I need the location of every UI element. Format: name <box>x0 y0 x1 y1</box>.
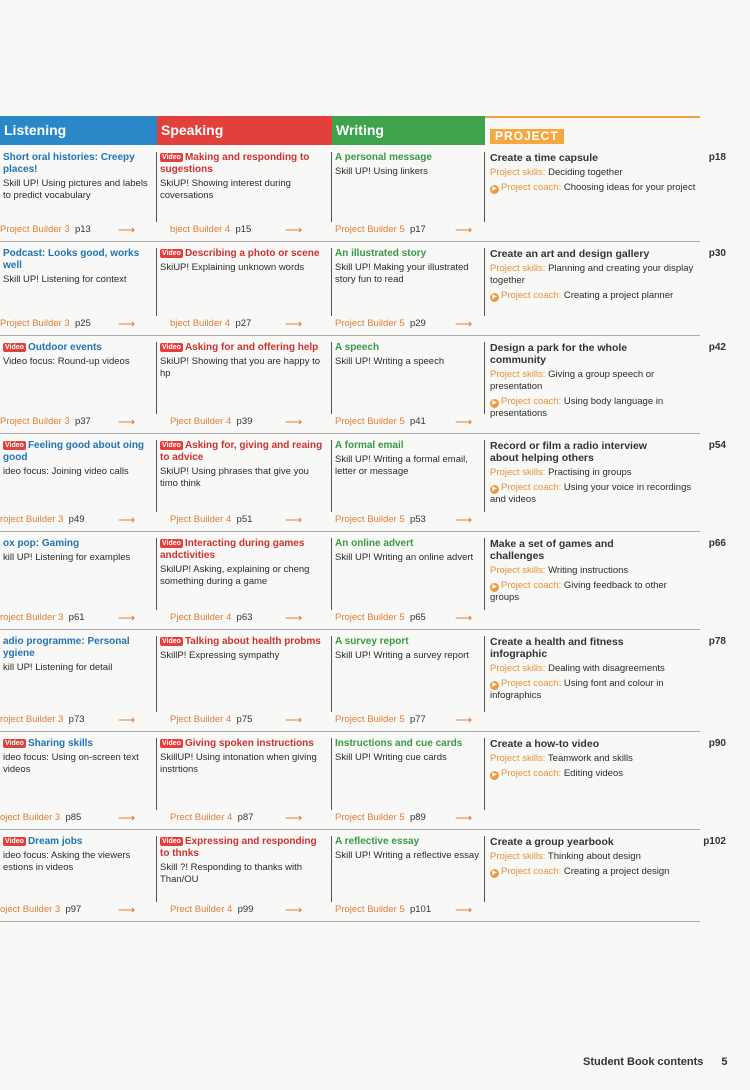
builder-link-4[interactable]: bject Builder 4 p27 <box>170 318 252 329</box>
builder-link-3[interactable]: Project Builder 3 p13 <box>0 224 91 235</box>
video-icon: Video <box>162 250 181 257</box>
writing-skill: Skill UP! Making your illustrated story fun to read <box>335 262 469 285</box>
arrow-icon: ⟶ <box>118 611 136 625</box>
speaking-skill: SkillP! Expressing sympathy <box>160 650 280 661</box>
builder-link-4[interactable]: Pject Builder 4 p51 <box>170 514 253 525</box>
project-coach: ▶ Project coach: Using body language in presentations <box>490 396 664 419</box>
speaking-cell <box>157 440 332 512</box>
listening-skill: Skill UP! Listening for context <box>3 274 127 285</box>
builder-link-4[interactable]: Pject Builder 4 p39 <box>170 416 253 427</box>
listening-cell <box>0 738 157 810</box>
listening-cell <box>0 538 157 610</box>
play-icon: ▶ <box>490 399 499 408</box>
project-page: p18 <box>708 152 726 163</box>
row-divider <box>0 829 700 830</box>
writing-skill: Skill UP! Writing a formal email, letter or message <box>335 454 468 477</box>
writing-skill: Skill UP! Writing a speech <box>335 356 445 367</box>
project-title: Create a health and fitness infographic p78 <box>490 636 726 660</box>
builder-link-5[interactable]: Project Builder 5 p101 <box>335 904 432 915</box>
listening-cell <box>0 440 157 512</box>
arrow-icon: ⟶ <box>118 513 136 527</box>
video-icon: Video <box>5 442 24 449</box>
row-divider <box>0 921 700 922</box>
project-cell <box>487 248 726 334</box>
speaking-cell <box>157 738 332 810</box>
project-page: p30 <box>708 248 726 259</box>
unit-row <box>0 734 726 832</box>
project-coach: ▶ Project coach: Editing videos <box>490 768 696 780</box>
listening-skill: ideo focus: Using on-screen text videos <box>3 752 139 775</box>
project-builders <box>0 612 485 626</box>
project-coach: ▶ Project coach: Giving feedback to other groups <box>490 580 667 603</box>
unit-row <box>0 632 726 734</box>
project-skills: Project skills: Giving a group speech or presentation <box>490 369 655 392</box>
listening-skill: Video focus: Round-up videos <box>3 356 130 367</box>
writing-title: A reflective essay <box>335 836 420 847</box>
project-cell <box>487 152 726 240</box>
arrow-icon: ⟶ <box>118 317 136 331</box>
project-page: p90 <box>708 738 726 749</box>
builder-link-3[interactable]: Project Builder 3 p25 <box>0 318 91 329</box>
builder-link-3[interactable]: oject Builder 3 p85 <box>0 812 82 823</box>
speaking-skill: SkiUP! Showing that you are happy to hp <box>160 356 321 379</box>
builder-link-4[interactable]: Prect Builder 4 p99 <box>170 904 254 915</box>
row-divider <box>0 731 700 732</box>
unit-row <box>0 436 726 534</box>
arrow-icon: ⟶ <box>285 903 303 917</box>
project-skills: Project skills: Dealing with disagreements <box>490 663 665 674</box>
builder-link-3[interactable]: roject Builder 3 p49 <box>0 514 85 525</box>
builder-link-3[interactable]: roject Builder 3 p73 <box>0 714 85 725</box>
builder-link-4[interactable]: Pject Builder 4 p63 <box>170 612 253 623</box>
unit-row <box>0 338 726 436</box>
writing-title: An illustrated story <box>335 248 427 259</box>
project-title: Create a time capsule p18 <box>490 152 726 164</box>
header-writing: Writing <box>332 116 485 145</box>
arrow-icon: ⟶ <box>285 611 303 625</box>
listening-skill: ideo focus: Asking the viewers estions in videos <box>3 850 131 873</box>
project-skills: Project skills: Practising in groups <box>490 467 632 478</box>
listening-title: Video Dream jobs <box>5 836 83 847</box>
arrow-icon: ⟶ <box>118 415 136 429</box>
row-divider <box>0 241 700 242</box>
project-page: p66 <box>708 538 726 549</box>
project-skills: Project skills: Writing instructions <box>490 565 629 576</box>
arrow-icon: ⟶ <box>285 513 303 527</box>
project-page: p78 <box>708 636 726 647</box>
project-title: Create a group yearbook p102 <box>490 836 726 848</box>
builder-link-5[interactable]: Project Builder 5 p29 <box>335 318 426 329</box>
listening-skill: ideo focus: Joining video calls <box>3 466 129 477</box>
row-divider <box>0 433 700 434</box>
play-icon: ▶ <box>490 185 499 194</box>
builder-link-4[interactable]: bject Builder 4 p15 <box>170 224 252 235</box>
speaking-cell <box>157 636 332 712</box>
listening-skill: kill UP! Listening for examples <box>3 552 131 563</box>
arrow-icon: ⟶ <box>455 903 473 917</box>
project-builders <box>0 318 485 332</box>
builder-link-4[interactable]: Pject Builder 4 p75 <box>170 714 253 725</box>
arrow-icon: ⟶ <box>455 513 473 527</box>
project-title: Make a set of games and challenges p66 <box>490 538 726 562</box>
unit-row <box>0 534 726 632</box>
speaking-title: Video Describing a photo or scene <box>162 248 320 259</box>
video-icon: Video <box>162 838 181 845</box>
header-speaking: Speaking <box>157 116 332 145</box>
project-badge: PROJECT <box>490 129 564 144</box>
speaking-cell <box>157 538 332 610</box>
header-project <box>485 116 700 145</box>
listening-title: Video Outdoor events <box>5 342 102 353</box>
builder-link-5[interactable]: Project Builder 5 p89 <box>335 812 426 823</box>
builder-link-5[interactable]: Project Builder 5 p77 <box>335 714 426 725</box>
writing-cell <box>332 636 485 712</box>
project-builders <box>0 904 485 918</box>
row-divider <box>0 531 700 532</box>
writing-title: A survey report <box>335 636 409 647</box>
arrow-icon: ⟶ <box>118 223 136 237</box>
listening-cell <box>0 636 157 712</box>
arrow-icon: ⟶ <box>285 811 303 825</box>
page-number: 5 <box>721 1056 728 1068</box>
listening-title: Video Feeling good about oing good <box>3 440 145 463</box>
builder-link-3[interactable]: Project Builder 3 p37 <box>0 416 91 427</box>
listening-title: Short oral histories: Creepy places! <box>3 152 135 175</box>
listening-cell <box>0 248 157 316</box>
project-cell <box>487 636 726 730</box>
listening-skill: Skill UP! Using pictures and labels to predict vocabulary <box>3 178 148 201</box>
project-skills: Project skills: Teamwork and skills <box>490 753 633 764</box>
writing-cell <box>332 440 485 512</box>
project-cell <box>487 342 726 432</box>
project-coach: ▶ Project coach: Using font and colour in infographics <box>490 678 664 701</box>
writing-cell <box>332 248 485 316</box>
play-icon: ▶ <box>490 771 499 780</box>
listening-cell <box>0 836 157 902</box>
writing-cell <box>332 152 485 222</box>
arrow-icon: ⟶ <box>118 713 136 727</box>
speaking-skill: SkilUP! Asking, explaining or cheng something during a game <box>160 564 310 587</box>
listening-title: adio programme: Personal ygiene <box>3 636 130 659</box>
project-cell <box>487 738 726 828</box>
project-page: p54 <box>708 440 726 451</box>
project-page: p102 <box>703 836 726 847</box>
writing-cell <box>332 538 485 610</box>
speaking-title: Video Talking about health probms <box>162 636 321 647</box>
arrow-icon: ⟶ <box>455 713 473 727</box>
builder-link-5[interactable]: Project Builder 5 p65 <box>335 612 426 623</box>
arrow-icon: ⟶ <box>455 811 473 825</box>
unit-row <box>0 148 726 244</box>
speaking-title: Video Asking for and offering help <box>162 342 319 353</box>
play-icon: ▶ <box>490 293 499 302</box>
video-icon: Video <box>162 740 181 747</box>
writing-title: A personal message <box>335 152 432 163</box>
play-icon: ▶ <box>490 869 499 878</box>
listening-cell <box>0 342 157 414</box>
header-listening: Listening <box>0 116 157 145</box>
builder-link-5[interactable]: Project Builder 5 p41 <box>335 416 426 427</box>
arrow-icon: ⟶ <box>455 611 473 625</box>
footer-label: Student Book contents <box>583 1056 704 1068</box>
arrow-icon: ⟶ <box>285 317 303 331</box>
video-icon: Video <box>5 740 24 747</box>
builder-link-5[interactable]: Project Builder 5 p17 <box>335 224 426 235</box>
project-builders <box>0 416 485 430</box>
video-icon: Video <box>162 154 181 161</box>
writing-title: A speech <box>335 342 380 353</box>
speaking-title: Video Asking for, giving and reaing to advice <box>160 440 323 463</box>
writing-cell <box>332 836 485 902</box>
project-cell <box>487 538 726 628</box>
arrow-icon: ⟶ <box>455 415 473 429</box>
project-builders <box>0 224 485 238</box>
writing-title: An online advert <box>335 538 414 549</box>
project-title: Create a how-to video p90 <box>490 738 726 750</box>
row-divider <box>0 629 700 630</box>
page-footer <box>583 1056 728 1068</box>
speaking-skill: SkillUP! Using intonation when giving instrtions <box>160 752 317 775</box>
arrow-icon: ⟶ <box>118 811 136 825</box>
unit-row <box>0 244 726 338</box>
unit-row <box>0 832 726 924</box>
project-title: Create an art and design gallery p30 <box>490 248 726 260</box>
project-coach: ▶ Project coach: Using your voice in recordings and videos <box>490 482 692 505</box>
writing-skill: Skill UP! Writing a survey report <box>335 650 469 661</box>
row-divider <box>0 335 700 336</box>
project-builders <box>0 714 485 728</box>
video-icon: Video <box>162 540 181 547</box>
listening-cell <box>0 152 157 222</box>
builder-link-4[interactable]: Prect Builder 4 p87 <box>170 812 254 823</box>
speaking-skill: Skill ?! Responding to thanks with Than/OU <box>160 862 303 885</box>
arrow-icon: ⟶ <box>455 223 473 237</box>
project-title: Record or film a radio interview about helping others p54 <box>490 440 726 464</box>
writing-skill: Skill UP! Writing an online advert <box>335 552 474 563</box>
writing-skill: Skill UP! Writing cue cards <box>335 752 447 763</box>
writing-title: A formal email <box>335 440 404 451</box>
video-icon: Video <box>162 442 181 449</box>
video-icon: Video <box>5 344 24 351</box>
project-skills: Project skills: Thinking about design <box>490 851 641 862</box>
speaking-skill: SkiUP! Using phrases that give you timo think <box>160 466 309 489</box>
project-builders <box>0 812 485 826</box>
listening-title: ox pop: Gaming <box>3 538 80 549</box>
project-cell <box>487 836 726 920</box>
play-icon: ▶ <box>490 681 499 690</box>
arrow-icon: ⟶ <box>285 223 303 237</box>
listening-title: Video Sharing skills <box>5 738 93 749</box>
writing-cell <box>332 342 485 414</box>
video-icon: Video <box>162 638 181 645</box>
builder-link-3[interactable]: roject Builder 3 p61 <box>0 612 85 623</box>
writing-title: Instructions and cue cards <box>335 738 463 749</box>
speaking-cell <box>157 836 332 902</box>
arrow-icon: ⟶ <box>118 903 136 917</box>
listening-skill: kill UP! Listening for detail <box>3 662 113 673</box>
speaking-skill: SkiUP! Showing interest during coversations <box>160 178 291 201</box>
arrow-icon: ⟶ <box>455 317 473 331</box>
play-icon: ▶ <box>490 583 499 592</box>
speaking-title: Video Expressing and responding to thnks <box>160 836 317 859</box>
speaking-title: Video Giving spoken instructions <box>162 738 314 749</box>
project-page: p42 <box>708 342 726 353</box>
arrow-icon: ⟶ <box>285 415 303 429</box>
writing-cell <box>332 738 485 810</box>
speaking-title: Video Interacting during games andctivities <box>160 538 305 561</box>
project-cell <box>487 440 726 530</box>
builder-link-3[interactable]: oject Builder 3 p97 <box>0 904 82 915</box>
play-icon: ▶ <box>490 485 499 494</box>
project-coach: ▶ Project coach: Creating a project design <box>490 866 696 878</box>
project-coach: ▶ Project coach: Choosing ideas for your project <box>490 182 696 194</box>
writing-skill: Skill UP! Writing a reflective essay <box>335 850 479 861</box>
project-skills: Project skills: Deciding together <box>490 167 623 178</box>
writing-skill: Skill UP! Using linkers <box>335 166 428 177</box>
speaking-cell <box>157 248 332 316</box>
arrow-icon: ⟶ <box>285 713 303 727</box>
speaking-title: Video Making and responding to sugestions <box>160 152 310 175</box>
project-title: Design a park for the whole community p42 <box>490 342 726 366</box>
speaking-cell <box>157 152 332 222</box>
listening-title: Podcast: Looks good, works well <box>3 248 140 271</box>
builder-link-5[interactable]: Project Builder 5 p53 <box>335 514 426 525</box>
video-icon: Video <box>5 838 24 845</box>
project-builders <box>0 514 485 528</box>
speaking-skill: SkiUP! Explaining unknown words <box>160 262 305 273</box>
project-skills: Project skills: Planning and creating your display together <box>490 263 694 286</box>
project-coach: ▶ Project coach: Creating a project planner <box>490 290 696 302</box>
speaking-cell <box>157 342 332 414</box>
video-icon: Video <box>162 344 181 351</box>
